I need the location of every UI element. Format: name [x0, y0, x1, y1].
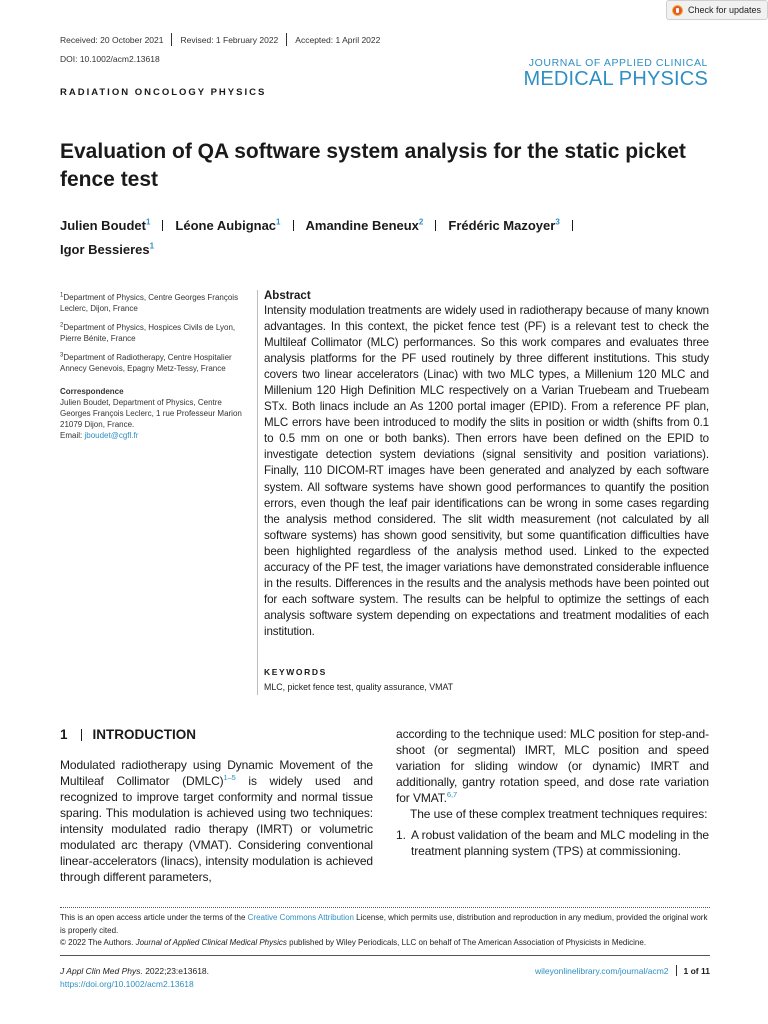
affiliation-number: 2 [60, 322, 64, 329]
divider [286, 33, 287, 46]
citation-line [60, 965, 209, 978]
intro-right-column [396, 726, 709, 859]
author-name[interactable]: Frédéric Mazoyer [448, 218, 556, 233]
page-number: 1 of 11 [683, 965, 710, 976]
affiliation-text: Department of Physics, Centre Georges François Leclerc, Dijon, France [60, 293, 239, 313]
doi: DOI: 10.1002/acm2.13618 [60, 54, 160, 64]
intro-left-column [60, 757, 373, 885]
author[interactable] [306, 218, 424, 233]
email-label: Email: [60, 431, 83, 440]
author[interactable] [448, 218, 559, 233]
check-for-updates-button[interactable] [666, 0, 768, 20]
affiliation [60, 322, 248, 344]
affiliation-text: Department of Radiotherapy, Centre Hospitalier Annecy Genevois, Epagny Metz-Tessy, France [60, 353, 232, 373]
citation-volume: 2022;23:e13618. [142, 966, 210, 976]
divider [435, 220, 436, 231]
affiliation-ref[interactable]: 2 [418, 217, 424, 227]
accepted-date: Accepted: 1 April 2022 [295, 34, 381, 45]
text: This is an open access article under the terms of the [60, 913, 248, 922]
author-name[interactable]: Léone Aubignac [175, 218, 277, 233]
text: according to the technique used: MLC position for step-and-shoot (or segmental) IMRT, MLC position and speed variation for sliding window (or dynamic) IMRT and additionally, gantry rotation speed, and dose rate variation for VMAT. [396, 727, 709, 805]
email-link[interactable]: jboudet@cgfl.fr [84, 431, 139, 440]
received-date: Received: 20 October 2021 [60, 34, 164, 45]
doi-link[interactable]: https://doi.org/10.1002/acm2.13618 [60, 979, 194, 989]
author-list [60, 214, 720, 262]
author-name[interactable]: Amandine Beneux [305, 218, 419, 233]
list-number: 1. [396, 828, 406, 842]
divider [676, 965, 677, 976]
divider [293, 220, 294, 231]
journal-name: Journal of Applied Clinical Medical Physics [135, 938, 287, 947]
abstract-body: Intensity modulation treatments are widely used in radiotherapy because of many known advantages. In this context, the picket fence test (PF) is a relevant test to check the Multileaf Collimator (MLC) performances. So this work compares and evaluates three analysis platforms for the PF used routinely by three different institutions. This study covers two linear accelerators (Linac) with two MLC types, a Millenium 120 MLC and Millenium 120 High Definition MLC respectively on a Varian Truebeam and Truebeam STx. Both linacs include an As 1200 portal imager (EPID). From a reference PF plan, MLC errors have been introduced to modify the slits in position or width (shifts from 0.1 to 0.5 mm on one or both banks). Then errors have been defined on the EPID to investigate detection system deviations (signal sensitivity and position variations). Finally, 110 DICOM-RT images have been generated and analyzed by each software system. All software systems have shown good performances to quantify the position errors, even though the leaf pair identifications can be wrong in some cases regarding the analysis method considered. The slit width measurement (not calculated by all software systems) has shown good sensitivity, but some quantification difficulties have been highlighted regardless of the analysis method used. Linked to the expected accuracy of the PF test, the imager variations have demonstrated considerable influence in the results. Differences in the results and the analysis methods have been pointed out for each software system. The results can be helpful to optimize the settings of each analysis software system depending on expectations and treatment modalities of each institution. [264, 304, 709, 638]
author-name[interactable]: Igor Bessieres [60, 242, 150, 257]
text: Modulated radiotherapy using Dynamic Movement of the Multileaf Collimator (DMLC) [60, 758, 373, 788]
check-for-updates-label: Check for updates [688, 5, 762, 15]
divider [572, 220, 573, 231]
text: © 2022 The Authors. [60, 938, 136, 947]
author[interactable] [60, 218, 150, 233]
journal-logo [523, 57, 708, 91]
text: published by Wiley Periodicals, LLC on behalf of The American Association of Physicists in Medicine. [286, 938, 647, 947]
copyright [60, 938, 720, 947]
divider [171, 33, 172, 46]
journal-logo-line1: JOURNAL OF APPLIED CLINICAL [528, 57, 708, 69]
abstract-rule [257, 290, 258, 695]
page-info [535, 965, 710, 976]
author[interactable] [60, 242, 154, 257]
introduction-heading [60, 727, 196, 742]
correspondence-email [60, 430, 248, 441]
affiliation [60, 292, 248, 314]
section-number: 1 [60, 727, 68, 742]
affiliations [60, 292, 248, 441]
affiliation-number: 1 [60, 292, 64, 299]
divider [162, 220, 163, 231]
paragraph: The use of these complex treatment techniques requires: [410, 807, 708, 821]
citation [60, 965, 209, 991]
article-dates [60, 33, 380, 46]
text: License, which permits use, distribution and reproduction in any medium, provided the original work is properly cited. [60, 913, 708, 935]
journal-site-link[interactable]: wileyonlinelibrary.com/journal/acm2 [534, 965, 669, 976]
section-label: RADIATION ONCOLOGY PHYSICS [60, 87, 267, 98]
affiliation-text: Department of Physics, Hospices Civils de Lyon, Pierre Bénite, France [60, 323, 236, 343]
journal-abbrev: J Appl Clin Med Phys. [60, 966, 143, 976]
footnote-divider [60, 907, 710, 908]
affiliation-number: 3 [60, 352, 64, 359]
revised-date: Revised: 1 February 2022 [180, 34, 279, 45]
journal-logo-line2: MEDICAL PHYSICS [523, 68, 708, 90]
open-access-note [60, 912, 710, 937]
correspondence-heading: Correspondence [60, 387, 124, 396]
affiliation [60, 352, 248, 374]
reference-link[interactable]: 1–5 [223, 773, 236, 782]
section-title: INTRODUCTION [92, 727, 197, 742]
abstract [264, 290, 709, 640]
affiliation-ref[interactable]: 1 [149, 241, 155, 251]
correspondence-text: Julien Boudet, Department of Physics, Centre Georges François Leclerc, 1 rue Professeur Marion 21079 Dijon, France. [60, 398, 242, 429]
affiliation-ref[interactable]: 1 [145, 217, 151, 227]
affiliation-ref[interactable]: 3 [555, 217, 560, 227]
reference-link[interactable]: 6,7 [446, 790, 458, 799]
license-link[interactable]: Creative Commons Attribution [247, 913, 354, 922]
paragraph [60, 757, 373, 885]
list-text: A robust validation of the beam and MLC modeling in the treatment planning system (TPS) at commissioning. [411, 828, 709, 858]
affiliation-ref[interactable]: 1 [276, 217, 281, 227]
divider [81, 729, 82, 741]
footer-rule [60, 955, 710, 956]
article-title: Evaluation of QA software system analysis for the static picket fence test [60, 140, 686, 191]
list-item [396, 827, 709, 859]
update-icon [672, 5, 683, 16]
abstract-heading: Abstract [264, 290, 311, 302]
paragraph [396, 726, 709, 806]
author-name[interactable]: Julien Boudet [60, 218, 146, 233]
author[interactable] [175, 218, 280, 233]
keywords-text: MLC, picket fence test, quality assurance, VMAT [264, 682, 454, 692]
text: is widely used and recognized to improve target conformity and normal tissue sparing. This modulation is achieved using two techniques: intensity modulated radio therapy (IMRT) or volumetric modulated arc therapy (VMAT). Considering conventional linear-accelerators (linacs), intensity modulation is achieved through different parameters, [60, 774, 373, 884]
keywords-heading: KEYWORDS [264, 667, 327, 677]
